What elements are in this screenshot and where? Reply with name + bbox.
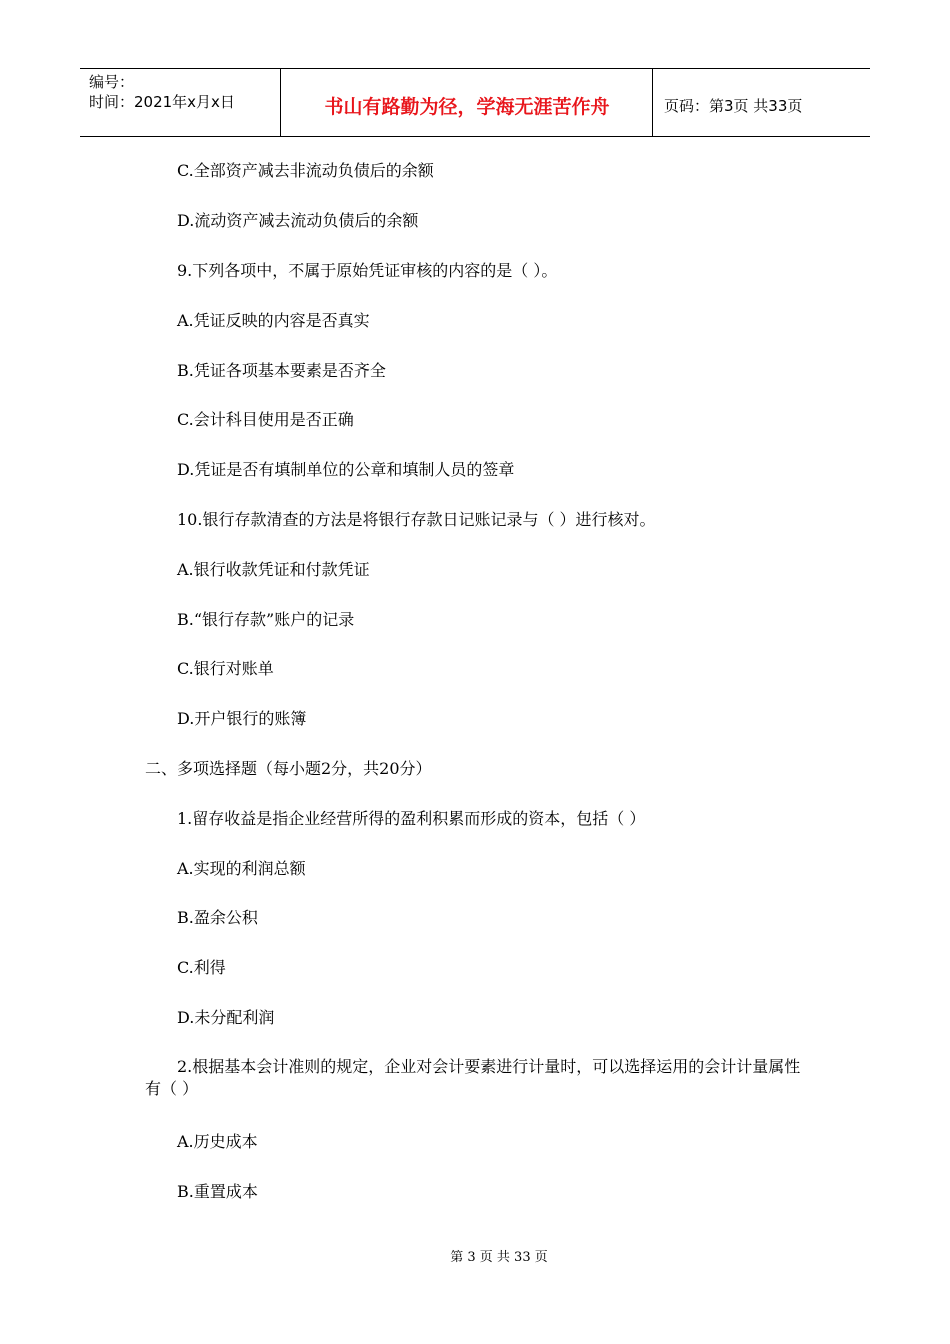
question-text: 1.留存收益是指企业经营所得的盈利积累而形成的资本，包括（ ） [177,809,646,828]
option-text: C.会计科目使用是否正确 [177,410,354,429]
document-number-label: 编号： [89,73,135,91]
option-text: D.开户银行的账簿 [177,709,307,728]
question-text: 10.银行存款清查的方法是将银行存款日记账记录与（ ）进行核对。 [177,510,656,529]
question-text: 2.根据基本会计准则的规定，企业对会计要素进行计量时，可以选择运用的会计计量属性有（ ） [145,1057,801,1098]
section-heading: 二、多项选择题（每小题2分，共20分） [145,759,432,778]
page-header [80,68,870,137]
option-text: A.银行收款凭证和付款凭证 [177,560,370,579]
option-text: D.未分配利润 [177,1008,275,1027]
option-text: C.利得 [177,958,226,977]
document-date: 时间：2021年x月x日 [89,93,235,111]
header-meta [80,69,281,136]
header-page-info: 页码：第3页 共33页 [664,97,803,115]
option-text: C.银行对账单 [177,659,274,678]
option-text: B.重置成本 [177,1182,258,1201]
option-text: A.凭证反映的内容是否真实 [177,311,370,330]
option-text: A.实现的利润总额 [177,859,306,878]
option-text: C.全部资产减去非流动负债后的余额 [177,161,434,180]
option-text: D.凭证是否有填制单位的公章和填制人员的签章 [177,460,515,479]
option-text: B.“银行存款”账户的记录 [177,610,355,629]
option-text: D.流动资产减去流动负债后的余额 [177,211,419,230]
option-text: A.历史成本 [177,1132,258,1151]
option-text: B.凭证各项基本要素是否齐全 [177,361,386,380]
header-motto: 书山有路勤为径，学海无涯苦作舟 [282,69,653,136]
page-footer: 第 3 页 共 33 页 [450,1250,548,1265]
option-text: B.盈余公积 [177,908,258,927]
question-text: 9.下列各项中，不属于原始凭证审核的内容的是（ ）。 [177,261,558,280]
